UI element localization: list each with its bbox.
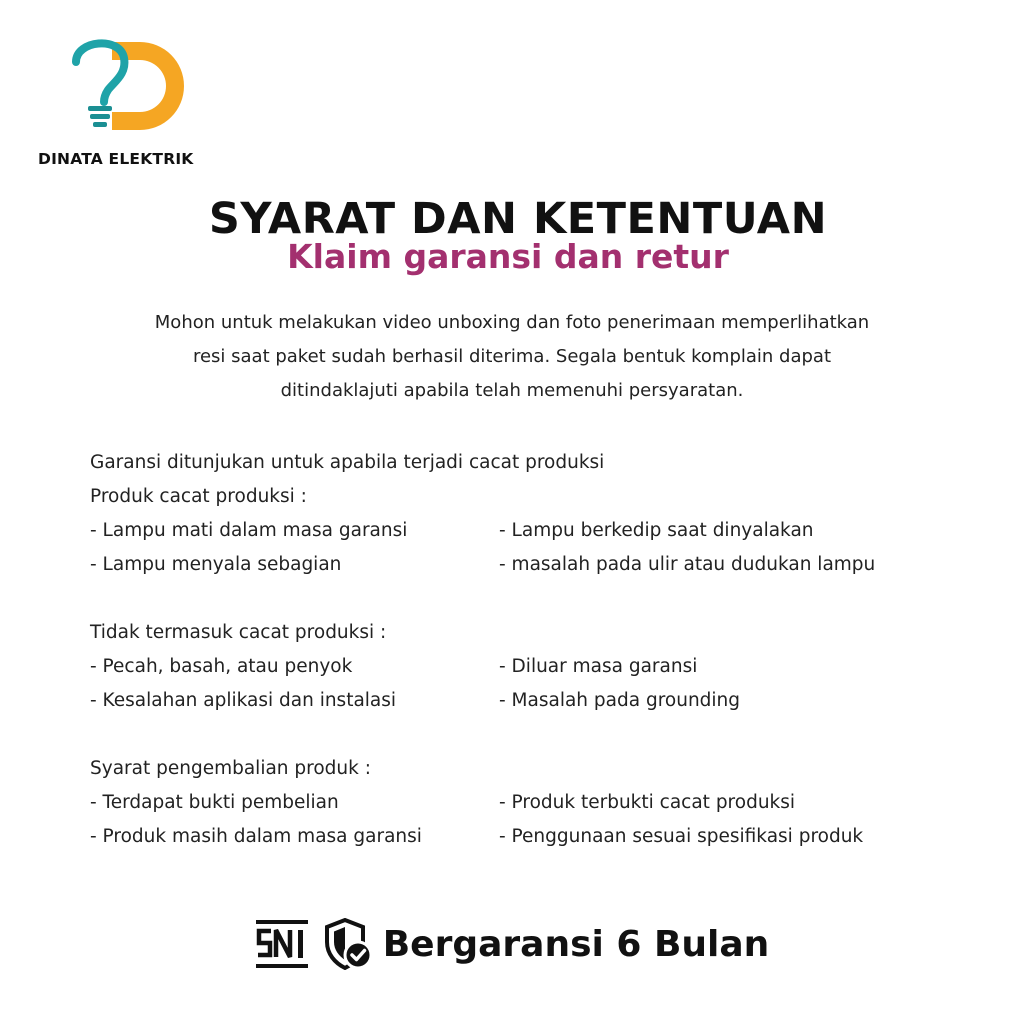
section-return-terms [90, 752, 990, 854]
list-item: - Penggunaan sesuai spesifikasi produk [499, 826, 864, 847]
section-heading: Garansi ditunjukan untuk apabila terjadi cacat produksi [90, 452, 605, 473]
list-row [90, 684, 990, 718]
list-row [90, 514, 990, 548]
list-row [90, 820, 990, 854]
section-subheading: Produk cacat produksi : [90, 486, 307, 507]
intro-paragraph [60, 306, 964, 408]
shield-check-icon [323, 918, 373, 970]
list-row [90, 650, 990, 684]
sni-label: SNI [281, 918, 284, 919]
list-item: - Lampu berkedip saat dinyalakan [499, 520, 814, 541]
intro-line: resi saat paket sudah berhasil diterima. Segala bentuk komplain dapat [192, 346, 832, 367]
brand-name: DINATA ELEKTRIK [38, 150, 194, 168]
section-exclusions [90, 616, 990, 718]
list-item: - Lampu mati dalam masa garansi [90, 520, 408, 541]
page-subtitle: Klaim garansi dan retur [287, 237, 729, 276]
lightbulb-d-logo-icon [62, 36, 184, 136]
page-title: SYARAT DAN KETENTUAN [208, 194, 828, 244]
list-item: - Produk terbukti cacat produksi [499, 792, 796, 813]
list-item: - Pecah, basah, atau penyok [90, 656, 353, 677]
list-item: - Lampu menyala sebagian [90, 554, 342, 575]
list-row [90, 548, 990, 582]
list-item: - Kesalahan aplikasi dan instalasi [90, 690, 397, 711]
list-item: - masalah pada ulir atau dudukan lampu [499, 554, 876, 575]
sni-logo-icon [255, 918, 309, 970]
intro-line: Mohon untuk melakukan video unboxing dan foto penerimaan memperlihatkan [154, 312, 870, 333]
section-heading: Tidak termasuk cacat produksi : [90, 622, 387, 643]
section-warranty [90, 446, 990, 582]
list-item: - Diluar masa garansi [499, 656, 698, 677]
list-item: - Masalah pada grounding [499, 690, 741, 711]
warranty-text: Bergaransi 6 Bulan [382, 923, 770, 965]
section-heading: Syarat pengembalian produk : [90, 758, 371, 779]
list-row [90, 786, 990, 820]
list-item: - Terdapat bukti pembelian [90, 792, 339, 813]
intro-line: ditindaklajuti apabila telah memenuhi persyaratan. [280, 380, 744, 401]
list-item: - Produk masih dalam masa garansi [90, 826, 422, 847]
footer-warranty-badge [0, 914, 1024, 974]
